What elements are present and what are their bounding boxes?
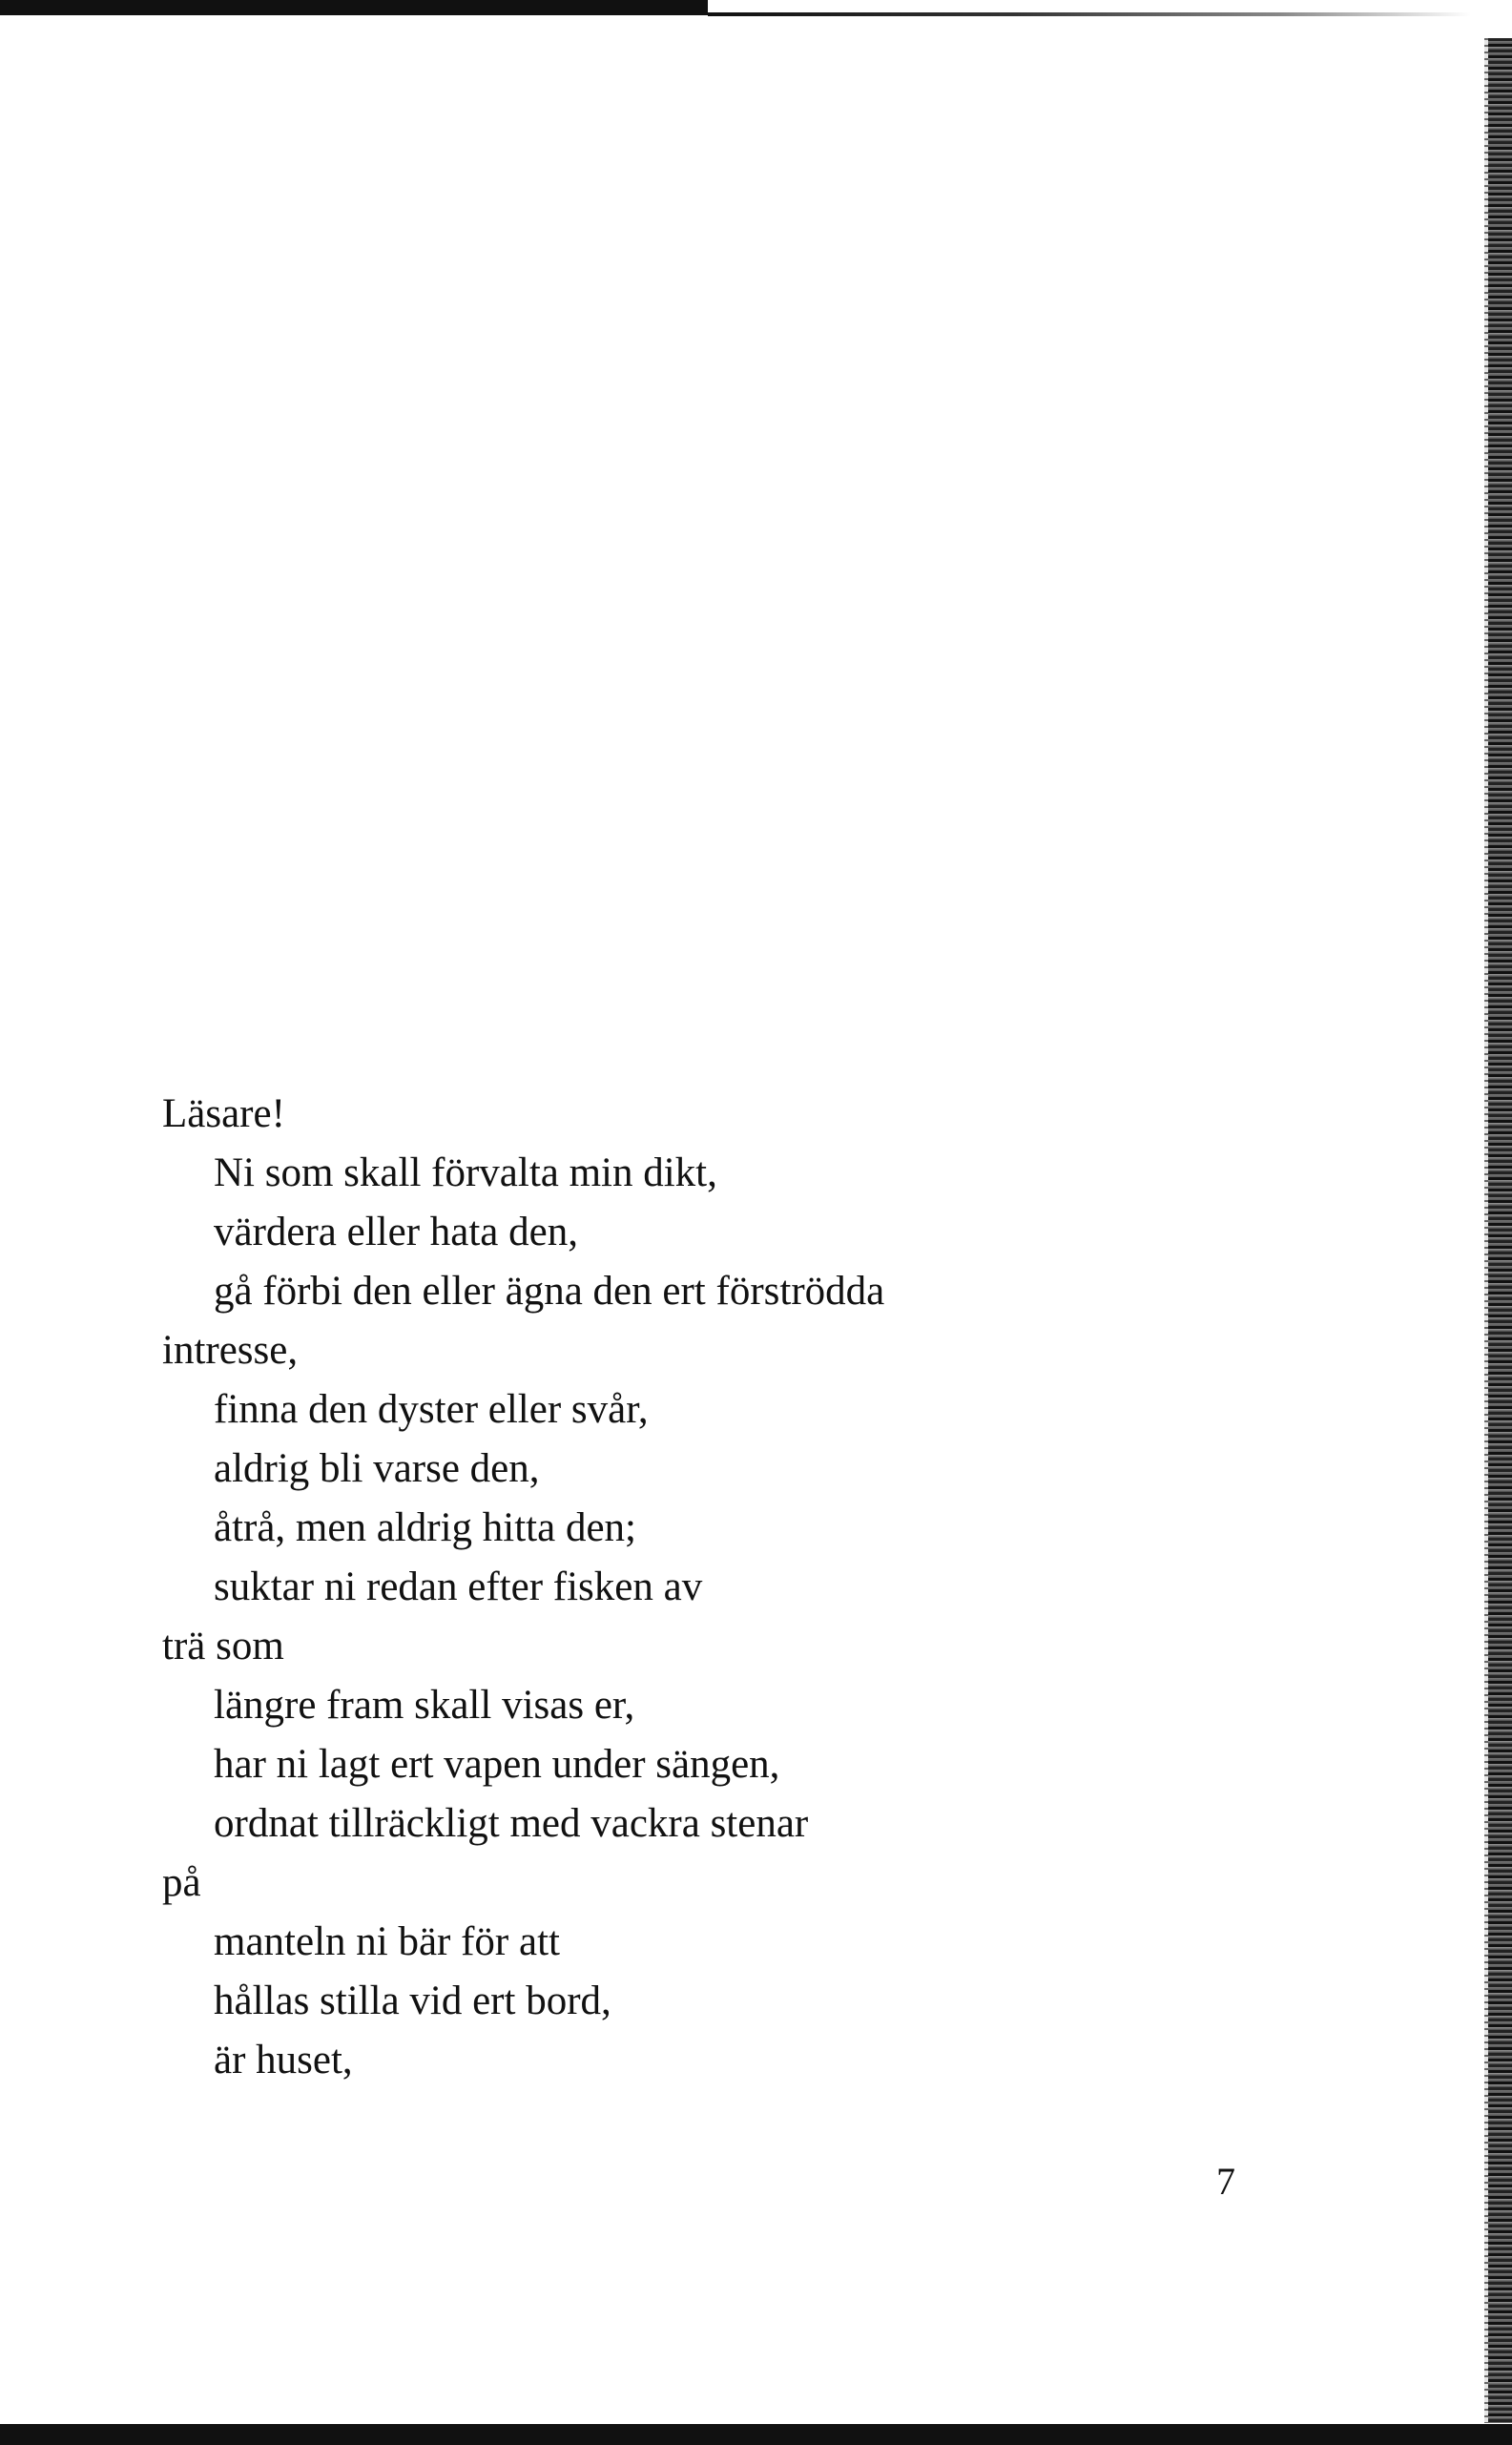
poem-line: är huset, [214,2038,353,2082]
poem-line: suktar ni redan efter fisken av [214,1564,703,1609]
poem-body [162,1085,1402,2090]
poem-line: på [162,1860,201,1905]
poem-line: värdera eller hata den, [214,1210,578,1254]
poem-line: manteln ni bär för att [214,1919,560,1964]
poem-line: intresse, [162,1328,299,1373]
top-edge-shadow [0,0,708,15]
poem-line: finna den dyster eller svår, [214,1387,649,1432]
poem-line: gå förbi den eller ägna den ert förströdda [214,1269,885,1314]
poem-line: åtrå, men aldrig hitta den; [214,1505,636,1550]
page-number: 7 [1216,2160,1235,2203]
poem-line: Läsare! [162,1091,285,1136]
bottom-edge-shadow [0,2424,1512,2445]
poem-line: längre fram skall visas er, [214,1683,635,1728]
top-edge-rule [708,12,1471,16]
poem-line: trä som [162,1624,284,1668]
poem-line: har ni lagt ert vapen under sängen, [214,1742,780,1787]
poem-line: hållas stilla vid ert bord, [214,1979,611,2023]
book-binding-edge [1488,38,1512,2423]
poem-line: ordnat tillräckligt med vackra stenar [214,1801,809,1846]
poem-line: aldrig bli varse den, [214,1446,540,1491]
poem-line: Ni som skall förvalta min dikt, [214,1150,717,1195]
